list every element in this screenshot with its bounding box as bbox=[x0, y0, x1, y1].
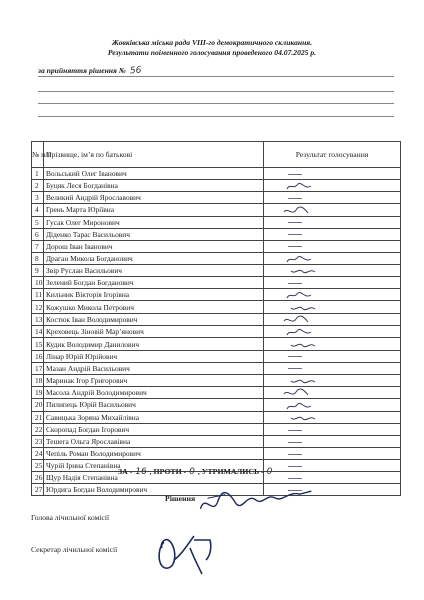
row-number: 20 bbox=[32, 399, 44, 411]
handwritten-mark-icon bbox=[285, 254, 315, 264]
dash-mark-icon bbox=[288, 430, 302, 431]
row-number: 17 bbox=[32, 362, 44, 374]
row-name: Маринак Ігор Григорович bbox=[44, 374, 264, 386]
totals-for-label: ЗА - bbox=[118, 467, 133, 476]
row-number: 26 bbox=[32, 471, 44, 483]
row-name: Чурій Ірина Степанівна bbox=[44, 459, 264, 471]
row-name: Щур Надія Степанівна bbox=[44, 471, 264, 483]
table-row bbox=[32, 240, 401, 252]
row-number: 22 bbox=[32, 423, 44, 435]
dash-mark-icon bbox=[288, 174, 302, 175]
row-number: 6 bbox=[32, 228, 44, 240]
row-result bbox=[264, 338, 401, 350]
row-name: Великий Андрій Ярославович bbox=[44, 192, 264, 204]
row-result bbox=[264, 264, 401, 276]
header-name: Прізвище, ім’я по батькові bbox=[44, 142, 264, 168]
row-name: Мазан Андрій Васильович bbox=[44, 362, 264, 374]
table-row bbox=[32, 411, 401, 423]
row-result bbox=[264, 362, 401, 374]
row-number: 16 bbox=[32, 350, 44, 362]
row-name: Лінар Юрій Юрійович bbox=[44, 350, 264, 362]
table-header-row bbox=[32, 142, 401, 168]
row-number: 3 bbox=[32, 192, 44, 204]
row-result bbox=[264, 423, 401, 435]
table-row bbox=[32, 204, 401, 216]
totals-against-value: 0 bbox=[189, 467, 195, 477]
handwritten-signature-icon bbox=[154, 530, 216, 578]
decision-label: Рішення bbox=[165, 494, 196, 503]
row-result bbox=[264, 252, 401, 264]
vote-table bbox=[31, 141, 401, 496]
handwritten-mark-icon bbox=[282, 388, 312, 398]
row-result bbox=[264, 374, 401, 386]
table-row bbox=[32, 168, 401, 180]
row-number: 10 bbox=[32, 277, 44, 289]
row-name: Пилипець Юрій Васильович bbox=[44, 399, 264, 411]
header-result: Результат голосування bbox=[264, 142, 401, 168]
vote-results-title: Результати поіменного голосування проведеного 04.07.2025 р. bbox=[107, 48, 317, 57]
row-result bbox=[264, 301, 401, 313]
totals-abstained-label: , УТРИМАЛИСЬ - bbox=[197, 467, 264, 476]
secretary-label: Секретар лічильної комісії bbox=[31, 545, 118, 554]
decision-prefix: за прийняття рішення № bbox=[38, 66, 126, 75]
row-result bbox=[264, 180, 401, 192]
handwritten-mark-icon bbox=[288, 303, 318, 313]
row-name: Кильник Вікторія Ігорівна bbox=[44, 289, 264, 301]
header-num: № п/п bbox=[32, 142, 44, 168]
chair-label: Голова лічильної комісії bbox=[31, 513, 110, 522]
decision-line bbox=[38, 66, 141, 76]
row-number: 15 bbox=[32, 338, 44, 350]
row-number: 5 bbox=[32, 216, 44, 228]
row-result bbox=[264, 192, 401, 204]
table-row bbox=[32, 252, 401, 264]
blank-line bbox=[38, 103, 394, 104]
row-result bbox=[264, 240, 401, 252]
row-result bbox=[264, 411, 401, 423]
table-row bbox=[32, 326, 401, 338]
table-row bbox=[32, 362, 401, 374]
row-number: 18 bbox=[32, 374, 44, 386]
handwritten-mark-icon bbox=[288, 413, 318, 423]
row-result bbox=[264, 326, 401, 338]
handwritten-mark-icon bbox=[288, 376, 318, 386]
row-name: Вольський Олег Іванович bbox=[44, 168, 264, 180]
dash-mark-icon bbox=[288, 466, 302, 467]
row-result bbox=[264, 435, 401, 447]
row-number: 14 bbox=[32, 326, 44, 338]
dash-mark-icon bbox=[288, 246, 302, 247]
row-name: Драган Микола Богданович bbox=[44, 252, 264, 264]
row-number: 25 bbox=[32, 459, 44, 471]
table-row bbox=[32, 277, 401, 289]
table-row bbox=[32, 399, 401, 411]
table-row bbox=[32, 180, 401, 192]
dash-mark-icon bbox=[288, 478, 302, 479]
row-number: 1 bbox=[32, 168, 44, 180]
row-number: 19 bbox=[32, 386, 44, 398]
handwritten-mark-icon bbox=[282, 206, 312, 216]
row-result bbox=[264, 289, 401, 301]
row-name: Костюк Іван Володимирович bbox=[44, 313, 264, 325]
row-result bbox=[264, 386, 401, 398]
dash-mark-icon bbox=[288, 368, 302, 369]
row-name: Скоропад Богдан Ігорович bbox=[44, 423, 264, 435]
row-name: Тешега Ольга Ярославівна bbox=[44, 435, 264, 447]
row-name: Кожушко Микола Петрович bbox=[44, 301, 264, 313]
row-number: 21 bbox=[32, 411, 44, 423]
table-row bbox=[32, 192, 401, 204]
dash-mark-icon bbox=[288, 283, 302, 284]
table-row bbox=[32, 374, 401, 386]
handwritten-mark-icon bbox=[285, 290, 315, 300]
totals-abstained-value: 0 bbox=[266, 467, 273, 477]
handwritten-mark-icon bbox=[282, 315, 312, 325]
vote-rows bbox=[32, 168, 401, 496]
row-number: 27 bbox=[32, 483, 44, 495]
row-name: Звір Руслан Васильович bbox=[44, 264, 264, 276]
row-number: 9 bbox=[32, 264, 44, 276]
row-result bbox=[264, 350, 401, 362]
row-result bbox=[264, 204, 401, 216]
vote-totals bbox=[118, 467, 273, 477]
table-row bbox=[32, 386, 401, 398]
handwritten-mark-icon bbox=[288, 340, 318, 350]
table-row bbox=[32, 301, 401, 313]
row-result bbox=[264, 228, 401, 240]
row-number: 12 bbox=[32, 301, 44, 313]
secretary-signature bbox=[154, 530, 216, 578]
row-result bbox=[264, 168, 401, 180]
row-result bbox=[264, 277, 401, 289]
row-number: 13 bbox=[32, 313, 44, 325]
row-name: Кудик Володимир Данилович bbox=[44, 338, 264, 350]
blank-line bbox=[38, 116, 394, 117]
row-result bbox=[264, 216, 401, 228]
row-number: 23 bbox=[32, 435, 44, 447]
row-name: Масола Андрій Володимирович bbox=[44, 386, 264, 398]
row-result bbox=[264, 313, 401, 325]
row-name: Креховець Зіновій Мар’янович bbox=[44, 326, 264, 338]
table-row bbox=[32, 313, 401, 325]
dash-mark-icon bbox=[288, 442, 302, 443]
blank-line bbox=[38, 91, 394, 92]
dash-mark-icon bbox=[288, 454, 302, 455]
row-name: Гусак Олег Миронович bbox=[44, 216, 264, 228]
table-row bbox=[32, 264, 401, 276]
row-result bbox=[264, 459, 401, 471]
row-number: 24 bbox=[32, 447, 44, 459]
row-result bbox=[264, 447, 401, 459]
table-row bbox=[32, 338, 401, 350]
row-name: Дорош Іван Іванович bbox=[44, 240, 264, 252]
dash-mark-icon bbox=[288, 356, 302, 357]
table-row bbox=[32, 435, 401, 447]
row-name: Юрдига Богдан Володимирович bbox=[44, 483, 264, 495]
row-number: 4 bbox=[32, 204, 44, 216]
council-title: Жовківська міська рада VIII-го демократичного скликання. bbox=[111, 38, 313, 47]
row-number: 7 bbox=[32, 240, 44, 252]
handwritten-mark-icon bbox=[285, 181, 315, 191]
table-row bbox=[32, 228, 401, 240]
row-name: Савицька Зоряна Михайлівна bbox=[44, 411, 264, 423]
table-row bbox=[32, 447, 401, 459]
row-name: Зелений Богдан Богданович bbox=[44, 277, 264, 289]
handwritten-mark-icon bbox=[285, 327, 315, 337]
row-name: Чепіль Роман Володимирович bbox=[44, 447, 264, 459]
dash-mark-icon bbox=[288, 198, 302, 199]
totals-against-label: , ПРОТИ - bbox=[149, 467, 187, 476]
row-number: 11 bbox=[32, 289, 44, 301]
dash-mark-icon bbox=[288, 234, 302, 235]
decision-number: 56 bbox=[129, 65, 142, 77]
totals-for-value: 16 bbox=[135, 467, 147, 477]
table-row bbox=[32, 289, 401, 301]
table-row bbox=[32, 216, 401, 228]
row-number: 2 bbox=[32, 180, 44, 192]
handwritten-mark-icon bbox=[285, 401, 315, 411]
row-number: 8 bbox=[32, 252, 44, 264]
underline bbox=[38, 76, 394, 77]
row-result bbox=[264, 399, 401, 411]
row-name: Грень Марта Юріївна bbox=[44, 204, 264, 216]
table-row bbox=[32, 423, 401, 435]
row-name: Буцяк Леся Богданівна bbox=[44, 180, 264, 192]
handwritten-mark-icon bbox=[288, 266, 318, 276]
row-name: Діденко Тарас Васильович bbox=[44, 228, 264, 240]
dash-mark-icon bbox=[288, 222, 302, 223]
table-row bbox=[32, 350, 401, 362]
